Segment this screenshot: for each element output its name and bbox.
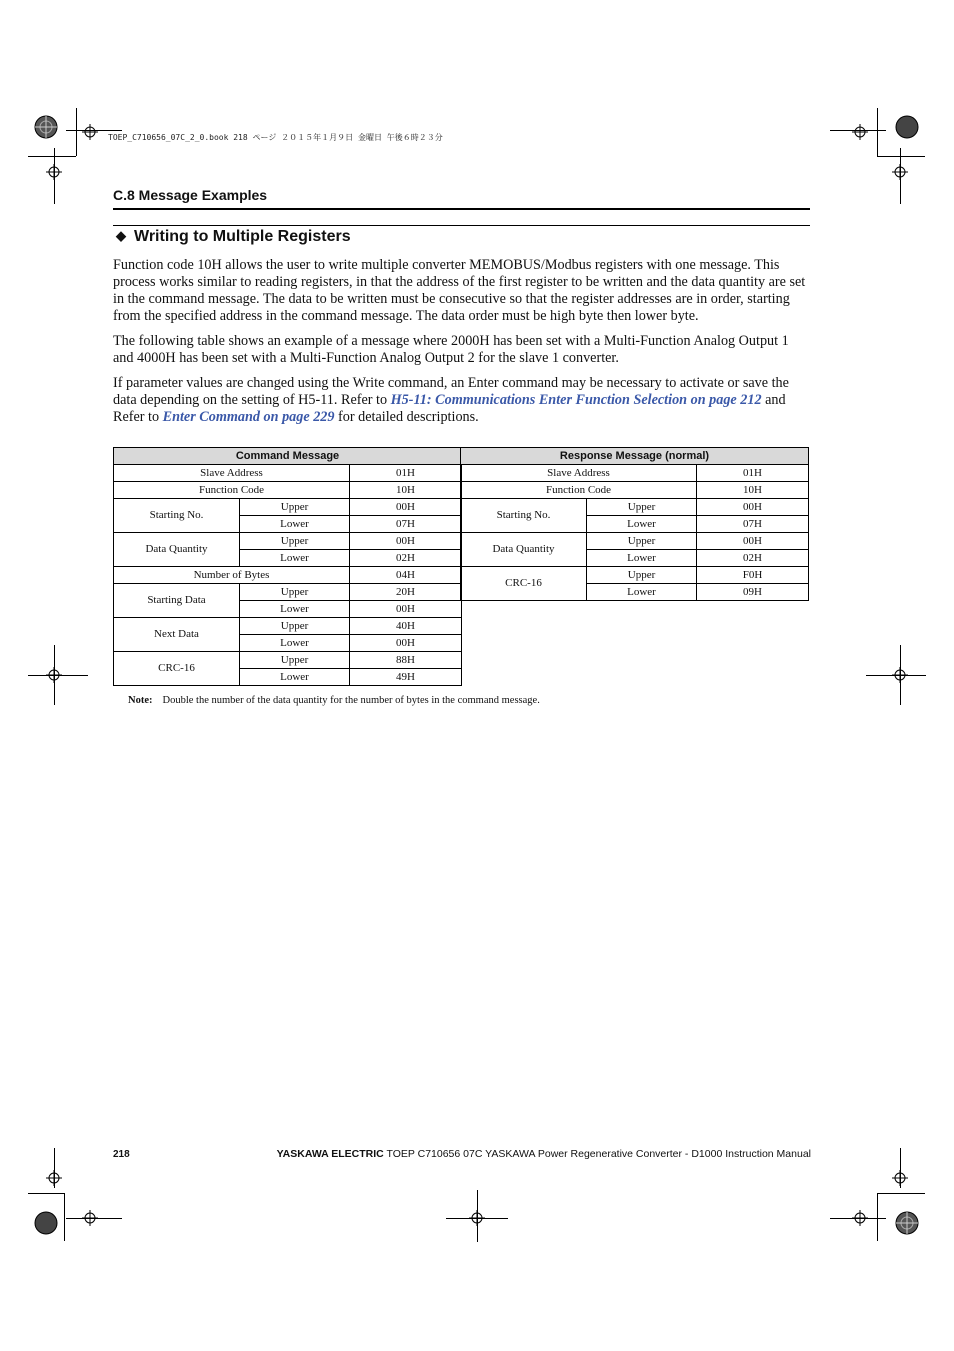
header-rule bbox=[113, 208, 810, 210]
cell-label: CRC-16 bbox=[114, 652, 240, 686]
cell-label: Starting No. bbox=[461, 499, 587, 533]
crosshair-icon bbox=[892, 164, 908, 180]
cell-sublabel: Lower bbox=[240, 601, 350, 618]
table-row bbox=[114, 499, 462, 516]
table-row bbox=[461, 499, 809, 516]
page-number: 218 bbox=[113, 1149, 130, 1160]
cell-label: Function Code bbox=[114, 482, 350, 499]
table-row bbox=[461, 533, 809, 550]
cell-sublabel: Upper bbox=[240, 618, 350, 635]
crosshair-icon bbox=[82, 1210, 98, 1226]
registration-target-icon bbox=[895, 1211, 919, 1235]
footer-brand: YASKAWA ELECTRIC bbox=[276, 1148, 384, 1160]
note bbox=[128, 695, 540, 706]
paragraph-text: and Refer to bbox=[113, 392, 786, 425]
crosshair-icon bbox=[892, 667, 908, 683]
paragraph-text: for detailed descriptions. bbox=[334, 409, 479, 425]
crosshair-icon bbox=[892, 1170, 908, 1186]
cell-value: 00H bbox=[350, 499, 462, 516]
table-row bbox=[114, 465, 462, 482]
cell-value: F0H bbox=[697, 567, 809, 584]
table-row bbox=[461, 465, 809, 482]
cell-value: 01H bbox=[350, 465, 462, 482]
cell-value: 00H bbox=[697, 533, 809, 550]
cell-sublabel: Lower bbox=[240, 669, 350, 686]
cell-label: Starting No. bbox=[114, 499, 240, 533]
cell-sublabel: Lower bbox=[240, 635, 350, 652]
cell-value: 88H bbox=[350, 652, 462, 669]
cell-value: 01H bbox=[697, 465, 809, 482]
cell-value: 04H bbox=[350, 567, 462, 584]
cell-value: 10H bbox=[697, 482, 809, 499]
table-row bbox=[114, 533, 462, 550]
table-header: Response Message (normal) bbox=[461, 448, 809, 465]
cell-label: Next Data bbox=[114, 618, 240, 652]
table-row bbox=[114, 482, 462, 499]
table-row bbox=[114, 567, 462, 584]
command-message-table bbox=[113, 447, 462, 686]
crosshair-icon bbox=[82, 124, 98, 140]
cell-value: 02H bbox=[697, 550, 809, 567]
subheader-rule bbox=[113, 225, 810, 226]
cell-value: 09H bbox=[697, 584, 809, 601]
cell-label: Slave Address bbox=[114, 465, 350, 482]
cell-label: Data Quantity bbox=[461, 533, 587, 567]
footer-manual-title bbox=[277, 1148, 811, 1160]
cell-value: 07H bbox=[697, 516, 809, 533]
cell-sublabel: Upper bbox=[240, 584, 350, 601]
cell-value: 10H bbox=[350, 482, 462, 499]
cell-value: 00H bbox=[697, 499, 809, 516]
crosshair-icon bbox=[46, 1170, 62, 1186]
crosshair-icon bbox=[852, 124, 868, 140]
cell-value: 00H bbox=[350, 601, 462, 618]
note-label: Note: bbox=[128, 695, 153, 706]
cell-label: CRC-16 bbox=[461, 567, 587, 601]
print-info: TOEP_C710656_07C_2_0.book 218 ページ ２０１５年１月９日 金曜日 午後６時２３分 bbox=[108, 133, 443, 142]
cell-sublabel: Lower bbox=[587, 516, 697, 533]
crosshair-icon bbox=[46, 667, 62, 683]
cell-sublabel: Upper bbox=[587, 499, 697, 516]
note-text: Double the number of the data quantity for the number of bytes in the command message. bbox=[162, 695, 540, 706]
cell-sublabel: Upper bbox=[587, 567, 697, 584]
subheading bbox=[116, 228, 351, 246]
link-enter-command[interactable]: Enter Command on page 229 bbox=[162, 409, 335, 425]
cell-label: Slave Address bbox=[461, 465, 697, 482]
cell-sublabel: Lower bbox=[240, 516, 350, 533]
section-heading: C.8 Message Examples bbox=[113, 187, 268, 203]
cell-value: 20H bbox=[350, 584, 462, 601]
cell-sublabel: Lower bbox=[587, 584, 697, 601]
cell-sublabel: Upper bbox=[240, 533, 350, 550]
cell-value: 00H bbox=[350, 635, 462, 652]
cell-label: Function Code bbox=[461, 482, 697, 499]
paragraph-function-code: Function code 10H allows the user to write multiple converter MEMOBUS/Modbus registers with one message. This process works similar to reading registers, in that the address of the first register to be written and the data quantity are set in the command message. The data to be written must be consecutive so that the register addresses are in order, starting from the specified address in the command message. The data order must be high byte then lower byte. bbox=[113, 257, 806, 324]
link-h5-11[interactable]: H5-11: Communications Enter Function Selection on page 212 bbox=[390, 392, 762, 408]
cell-sublabel: Upper bbox=[240, 652, 350, 669]
cell-sublabel: Upper bbox=[240, 499, 350, 516]
table-row bbox=[114, 584, 462, 601]
paragraph-enter-command bbox=[113, 375, 811, 426]
cell-value: 02H bbox=[350, 550, 462, 567]
diamond-bullet-icon: ◆ bbox=[116, 228, 126, 243]
crosshair-icon bbox=[46, 164, 62, 180]
cell-value: 40H bbox=[350, 618, 462, 635]
table-row bbox=[461, 482, 809, 499]
subheading-text: Writing to Multiple Registers bbox=[134, 228, 351, 245]
cell-sublabel: Upper bbox=[587, 533, 697, 550]
cell-value: 07H bbox=[350, 516, 462, 533]
crosshair-icon bbox=[852, 1210, 868, 1226]
footer-manual: TOEP C710656 07C YASKAWA Power Regenerative Converter - D1000 Instruction Manual bbox=[383, 1148, 811, 1160]
registration-target-icon bbox=[34, 115, 58, 139]
table-row bbox=[114, 652, 462, 669]
paragraph-example: The following table shows an example of a message where 2000H has been set with a Multi-Function Analog Output 1 and 4000H has been set with a Multi-Function Analog Output 2 for the slave 1 converter. bbox=[113, 333, 789, 366]
table-header: Command Message bbox=[114, 448, 462, 465]
cell-value: 00H bbox=[350, 533, 462, 550]
cell-label: Number of Bytes bbox=[114, 567, 350, 584]
paragraph-text: If parameter values are changed using the Write command, an Enter command may be necessary to activate or save the data depending on the setting of H5-11. Refer to bbox=[113, 375, 789, 408]
cell-sublabel: Lower bbox=[240, 550, 350, 567]
cell-label: Data Quantity bbox=[114, 533, 240, 567]
response-message-table bbox=[460, 447, 809, 601]
cell-sublabel: Lower bbox=[587, 550, 697, 567]
crosshair-icon bbox=[469, 1210, 485, 1226]
table-row bbox=[461, 567, 809, 584]
cell-value: 49H bbox=[350, 669, 462, 686]
table-row bbox=[114, 618, 462, 635]
registration-target-icon bbox=[895, 115, 919, 139]
registration-target-icon bbox=[34, 1211, 58, 1235]
cell-label: Starting Data bbox=[114, 584, 240, 618]
